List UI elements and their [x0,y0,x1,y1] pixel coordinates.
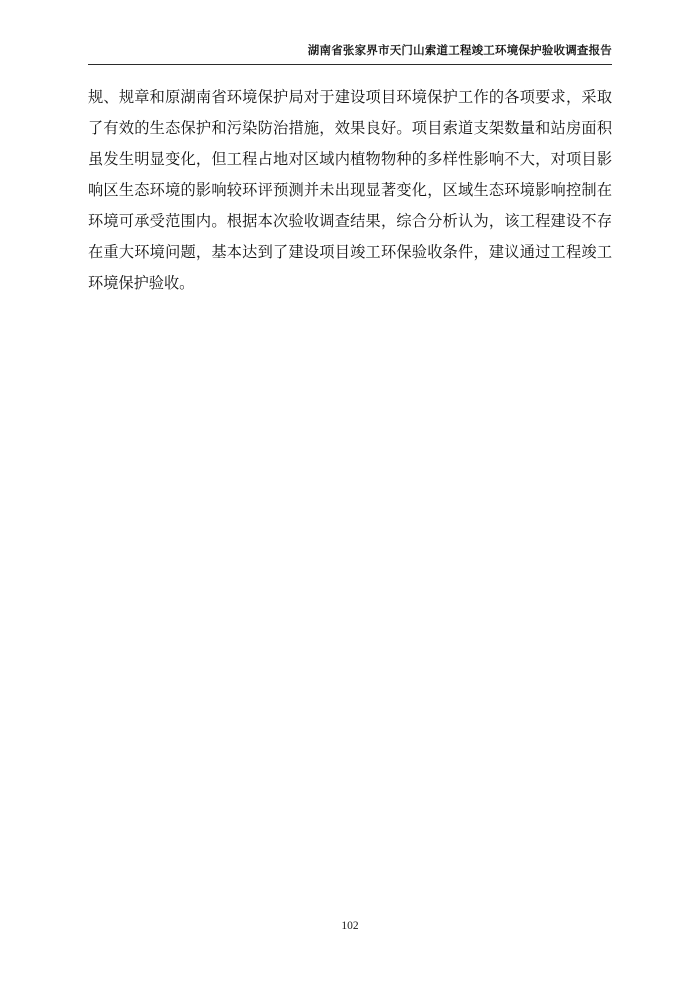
page-number: 102 [341,920,359,932]
page-header-running-title: 湖南省张家界市天门山索道工程竣工环境保护验收调查报告 [307,45,612,57]
body-paragraph: 规、规章和原湖南省环境保护局对于建设项目环境保护工作的各项要求，采取了有效的生态保护和污染防治措施，效果良好。项目索道支架数量和站房面积虽发生明显变化，但工程占地对区域内植物物种的多样性影响不大，对项目影响区生态环境的影响较环评预测并未出现显著变化，区域生态环境影响控制在环境可承受范围内。根据本次验收调查结果，综合分析认为，该工程建设不存在重大环境问题，基本达到了建设项目竣工环保验收条件，建议通过工程竣工环境保护验收。 [88,89,612,292]
header-divider [88,64,612,65]
